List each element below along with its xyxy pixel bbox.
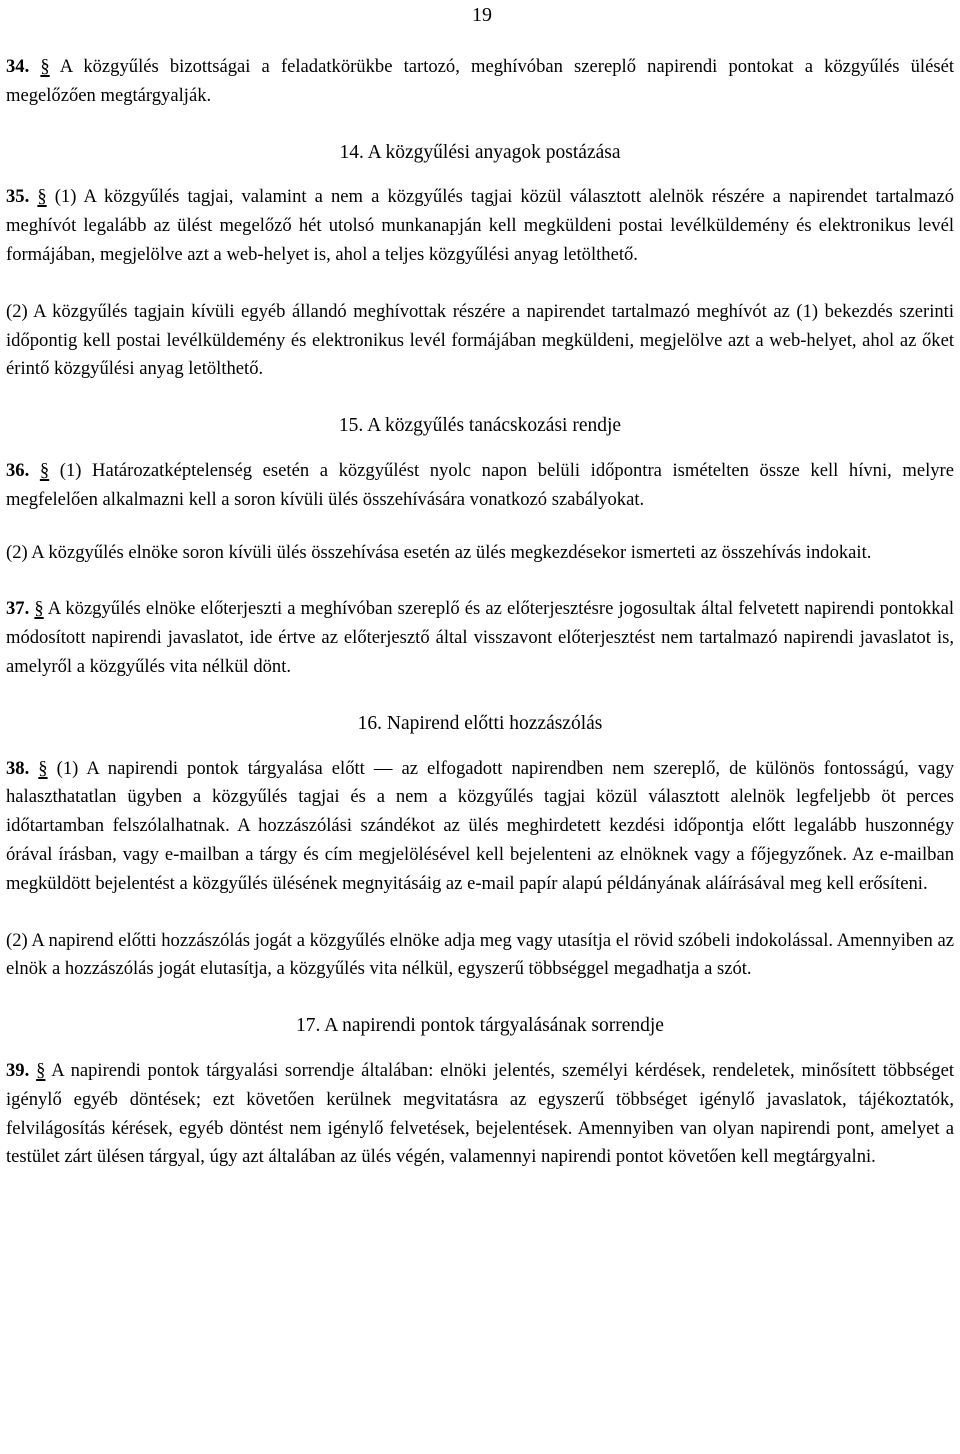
paragraph-35: [6, 183, 954, 269]
paragraph-number: 38.: [6, 757, 30, 779]
section-sign: §: [40, 56, 50, 77]
paragraph-number: 35.: [6, 186, 30, 208]
paragraph-text: (1) Határozatképtelenség esetén a közgyűlést nyolc napon belüli időpontra ismételten össze kell hívni, melyre megfelelően alkalmazni kell a soron kívüli ülés összehívására vonatkozó szabályokat.: [6, 459, 954, 510]
paragraph-number: 37.: [6, 598, 30, 620]
paragraph-35-2: (2) A közgyűlés tagjain kívüli egyéb állandó meghívottak részére a napirendet tartalmazó meghívót az (1) bekezdés szerinti időpontig kell postai levélküldemény és elektronikus levél formájában megküldeni, megjelölve azt a web-helyet, ahol az őket érintő közgyűlési anyag letölthető.: [6, 300, 954, 380]
section-sign: §: [39, 459, 50, 481]
paragraph-number: 34.: [6, 56, 30, 77]
paragraph-text: (1) A közgyűlés tagjai, valamint a nem a közgyűlés tagjai közül választott alelnök részére a napirendet tartalmazó meghívót legalább az ülést megelőző hét utolsó munkanapján kell megküldeni postai levélküldemény és elektronikus levél formájában, megjelölve azt a web-helyet is, ahol a teljes közgyűlési anyag letölthető.: [6, 186, 954, 265]
paragraph-34: [6, 53, 954, 111]
section-heading-17: 17. A napirendi pontok tárgyalásának sorrendje: [296, 1015, 664, 1037]
section-sign: §: [34, 598, 44, 620]
paragraph-text: A napirendi pontok tárgyalási sorrendje általában: elnöki jelentés, személyi kérdések, rendeletek, minősített többséget igénylő egyéb döntések; ezt követően kerülnek megvitatásra az egyszerű többséget igénylő javaslatok, tájékoztatók, felvilágosítás kérések, egyéb döntést nem igénylő felvetések, bejelentések. Amennyiben van olyan napirendi pont, amelyet a testület zárt ülésen tárgyal, úgy azt általában az ülés végén, valamennyi napirendi pontot követően kell megtárgyalni.: [6, 1059, 954, 1168]
paragraph-text: A közgyűlés elnöke előterjeszti a meghívóban szereplő és az előterjesztésre jogosultak által felvetett napirendi pontokkal módosított napirendi javaslatot, ide értve az előterjesztő által visszavont előterjesztést nem tartalmazó napirendi javaslatot is, amelyről a közgyűlés vita nélkül dönt.: [6, 598, 954, 677]
section-sign: §: [37, 186, 47, 208]
paragraph-39: [6, 1057, 954, 1172]
section-sign: §: [38, 757, 48, 779]
paragraph-text: A közgyűlés bizottságai a feladatkörükbe tartozó, meghívóban szereplő napirendi pontokat a közgyűlés ülését megelőzően megtárgyalják.: [6, 56, 954, 106]
paragraph-38: [6, 755, 954, 899]
paragraph-36: [6, 457, 954, 515]
paragraph-text: (1) A napirendi pontok tárgyalása előtt — az elfogadott napirendben nem szereplő, de különös fontosságú, vagy halaszthatatlan ügyben a közgyűlés tagjai és a nem a közgyűlés tagjai közül választott alelnök legfeljebb öt perces időtartamban felszólalhatnak. A hozzászólási szándékot az ülés meghirdetett kezdési időpontja előtt legalább huszonnégy órával írásban, vagy e-mailban a tárgy és cím megjelölésével kell bejelenteni az elnöknek vagy a főjegyzőnek. Az e-mailban megküldött bejelentést a közgyűlés ülésének megnyitásáig az e-mail papír alapú példányának aláírásával meg kell erősíteni.: [6, 757, 954, 894]
section-heading-16: 16. Napirend előtti hozzászólás: [357, 712, 603, 734]
page-number: 19: [472, 4, 492, 26]
paragraph-38-2: (2) A napirend előtti hozzászólás jogát a közgyűlés elnöke adja meg vagy utasítja el rövid szóbeli indokolással. Amennyiben az elnök a hozzászólás jogát elutasítja, a közgyűlés vita nélkül, egyszerű többséggel megadhatja a szót.: [6, 929, 954, 980]
section-heading-15: 15. A közgyűlés tanácskozási rendje: [338, 415, 622, 437]
paragraph-36-2: (2) A közgyűlés elnöke soron kívüli ülés összehívása esetén az ülés megkezdésekor ismerteti az összehívás indokait.: [6, 541, 872, 563]
paragraph-number: 36.: [6, 459, 30, 481]
paragraph-number: 39.: [6, 1059, 30, 1081]
paragraph-37: [6, 595, 954, 681]
section-heading-14: 14. A közgyűlési anyagok postázása: [339, 141, 621, 163]
section-sign: §: [36, 1059, 46, 1081]
